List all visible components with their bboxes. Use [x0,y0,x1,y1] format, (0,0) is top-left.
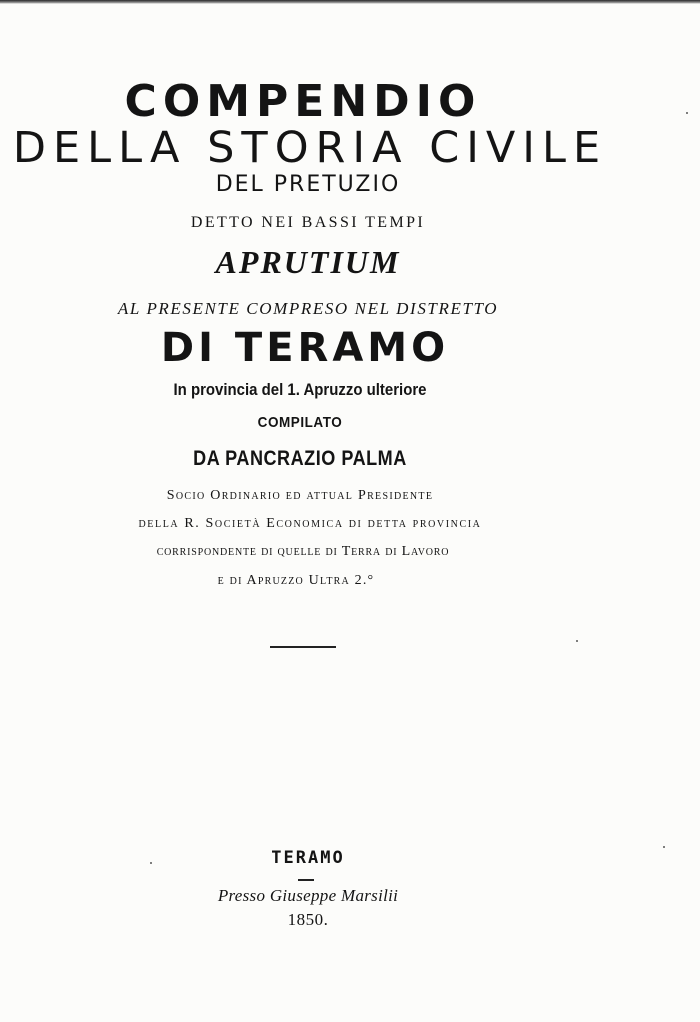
imprint-rule [298,879,314,881]
title-line-2: DELLA STORIA CIVILE [12,123,608,173]
title-line-8: In provincia del 1. Apruzzo ulteriore [173,380,427,399]
title-line-4: DETTO NEI BASSI TEMPI [190,214,426,231]
divider-rule [270,646,336,648]
author-role-2: della R. Società Economica di detta provincia [138,516,482,531]
paper-speck [150,862,152,864]
paper-speck [663,846,665,848]
imprint-place: TERAMO [271,848,345,868]
title-line-7: DI TERAMO [160,325,450,371]
paper-speck [686,112,688,114]
title-latin-name: APRUTIUM [215,244,401,280]
author-name: DA PANCRAZIO PALMA [193,447,407,470]
author-role-3: corrispondente di quelle di Terra di Lavoro [156,544,450,559]
author-role-4: e di Apruzzo Ultra 2.° [217,573,375,588]
main-title: COMPENDIO [124,76,482,127]
paper-speck [576,640,578,642]
author-role-1: Socio Ordinario ed attual Presidente [166,488,434,503]
compiled-label: COMPILATO [257,414,343,431]
imprint-year: 1850. [287,910,329,929]
title-line-6: AL PRESENTE COMPRESO NEL DISTRETTO [117,299,499,318]
scan-top-edge [0,0,700,4]
title-line-3: DEL PRETUZIO [215,172,401,197]
imprint-publisher: Presso Giuseppe Marsilii [217,886,399,905]
